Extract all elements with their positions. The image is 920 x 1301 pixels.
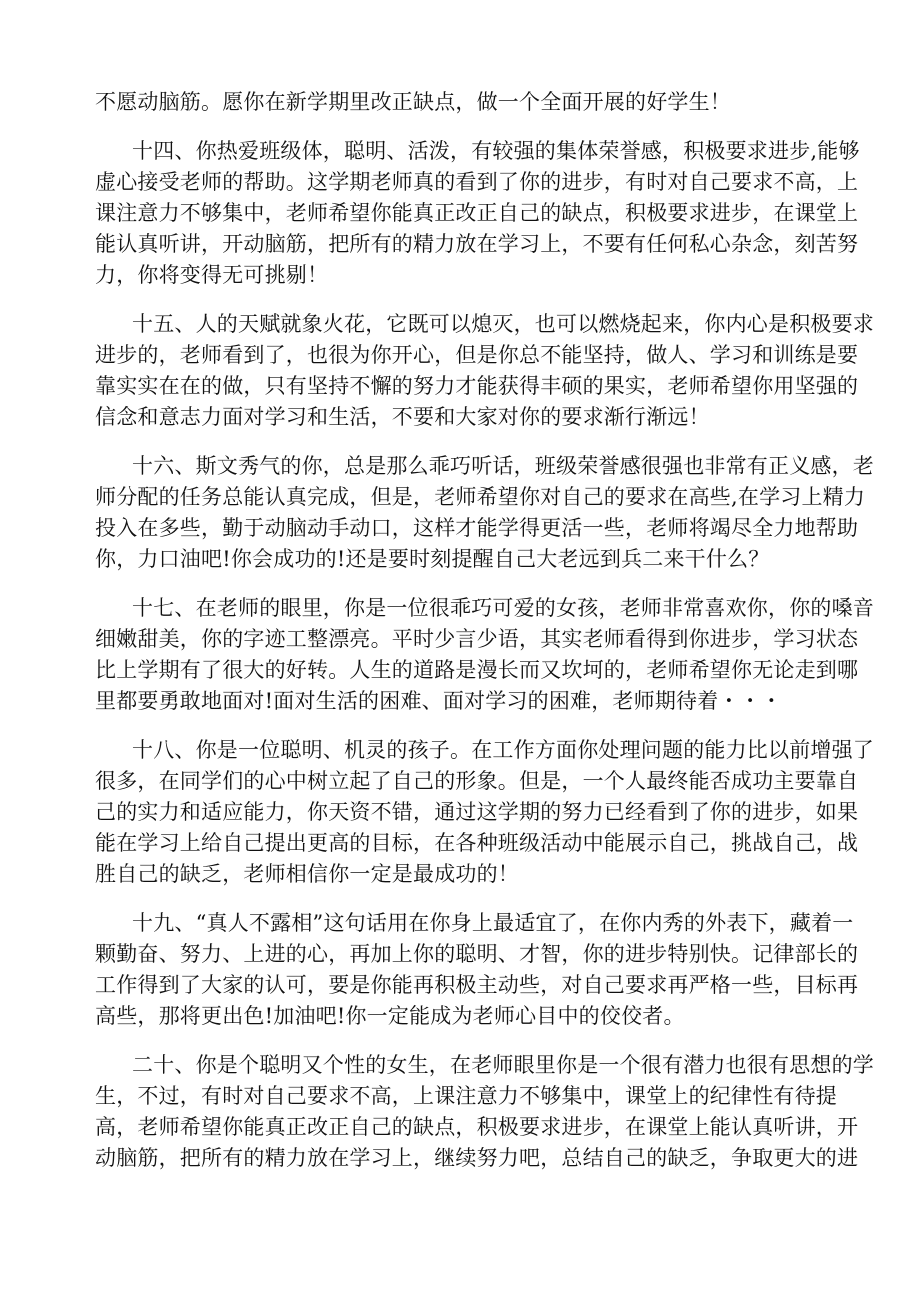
text-line: 师分配的任务总能认真完成，但是，老师希望你对自己的要求在高些,在学习上精力 <box>95 485 866 509</box>
text-line: 胜自己的缺乏，老师相信你一定是最成功的！ <box>95 862 519 886</box>
paragraph-14-line-1: 十四、你热爱班级体，聪明、活泼，有较强的集体荣誉感，积极要求进步,能够 <box>132 139 860 163</box>
text-line: 工作得到了大家的认可，要是你能再积极主动些，对自己要求再严格一些，目标再 <box>95 973 859 997</box>
text-line: 进步的，老师看到了，也很为你开心，但是你总不能坚持，做人、学习和训练是要 <box>95 343 859 367</box>
paragraph-19-line-1: 十九、“真人不露相”这句话用在你身上最适宜了，在你内秀的外表下，藏着一 <box>132 911 854 935</box>
text-line: 细嫩甜美，你的字迹工整漂亮。平时少言少语，其实老师看得到你进步，学习状态 <box>95 627 859 651</box>
paragraph-18-line-1: 十八、你是一位聪明、机灵的孩子。在工作方面你处理问题的能力比以前增强了 <box>132 738 874 762</box>
paragraph-20-line-1: 二十、你是个聪明又个性的女生，在老师眼里你是一个很有潜力也很有思想的学 <box>132 1053 874 1077</box>
text-line: 比上学期有了很大的好转。人生的道路是漫长而又坎坷的，老师希望你无论走到哪 <box>95 658 859 682</box>
text-line: 很多，在同学们的心中树立起了自己的形象。但是，一个人最终能否成功主要靠自 <box>95 769 859 793</box>
text-line: 课注意力不够集中，老师希望你能真正改正自己的缺点，积极要求进步，在课堂上 <box>95 201 859 225</box>
text-line: 信念和意志力面对学习和生活，不要和大家对你的要求渐行渐远！ <box>95 405 710 429</box>
text-line: 靠实实在在的做，只有坚持不懈的努力才能获得丰硕的果实，老师希望你用坚强的 <box>95 374 859 398</box>
text-line: 不愿动脑筋。愿你在新学期里改正缺点，做一个全面开展的好学生！ <box>95 90 731 114</box>
text-line: 高，老师希望你能真正改正自己的缺点，积极要求进步，在课堂上能认真听讲，开 <box>95 1115 859 1139</box>
paragraph-15-line-1: 十五、人的天赋就象火花，它既可以熄灭，也可以燃烧起来，你内心是积极要求 <box>132 312 874 336</box>
text-line: 力，你将变得无可挑剔！ <box>95 263 329 287</box>
text-line: 虚心接受老师的帮助。这学期老师真的看到了你的进步，有时对自己要求不高，上 <box>95 170 859 194</box>
text-line: 能在学习上给自己提出更高的目标，在各种班级活动中能展示自己，挑战自己，战 <box>95 831 859 855</box>
text-line: 你，力口油吧!你会成功的!还是要时刻提醒自己大老远到兵二来干什么？ <box>95 547 770 571</box>
text-line: 能认真听讲，开动脑筋，把所有的精力放在学习上，不要有任何私心杂念，刻苦努 <box>95 232 859 256</box>
paragraph-17-line-1: 十七、在老师的眼里，你是一位很乖巧可爱的女孩，老师非常喜欢你，你的嗓音 <box>132 596 874 620</box>
paragraph-16-line-1: 十六、斯文秀气的你，总是那么乖巧听话，班级荣誉感很强也非常有正义感，老 <box>132 454 874 478</box>
text-line: 投入在多些，勤于动脑动手动口，这样才能学得更活一些，老师将竭尽全力地帮助 <box>95 516 859 540</box>
text-line: 高些，那将更出色!加油吧!你一定能成为老师心目中的佼佼者。 <box>95 1004 685 1028</box>
text-line: 动脑筋，把所有的精力放在学习上，继续努力吧，总结自己的缺乏，争取更大的进 <box>95 1146 859 1170</box>
text-line: 己的实力和适应能力，你天资不错，通过这学期的努力已经看到了你的进步，如果 <box>95 800 859 824</box>
text-line: 颗勤奋、努力、上进的心，再加上你的聪明、才智，你的进步特别快。记律部长的 <box>95 942 859 966</box>
text-line: 生，不过，有时对自己要求不高，上课注意力不够集中，课堂上的纪律性有待提 <box>95 1084 837 1108</box>
text-line: 里都要勇敢地面对!面对生活的困难、面对学习的困难，老师期待着・・・ <box>95 689 783 713</box>
